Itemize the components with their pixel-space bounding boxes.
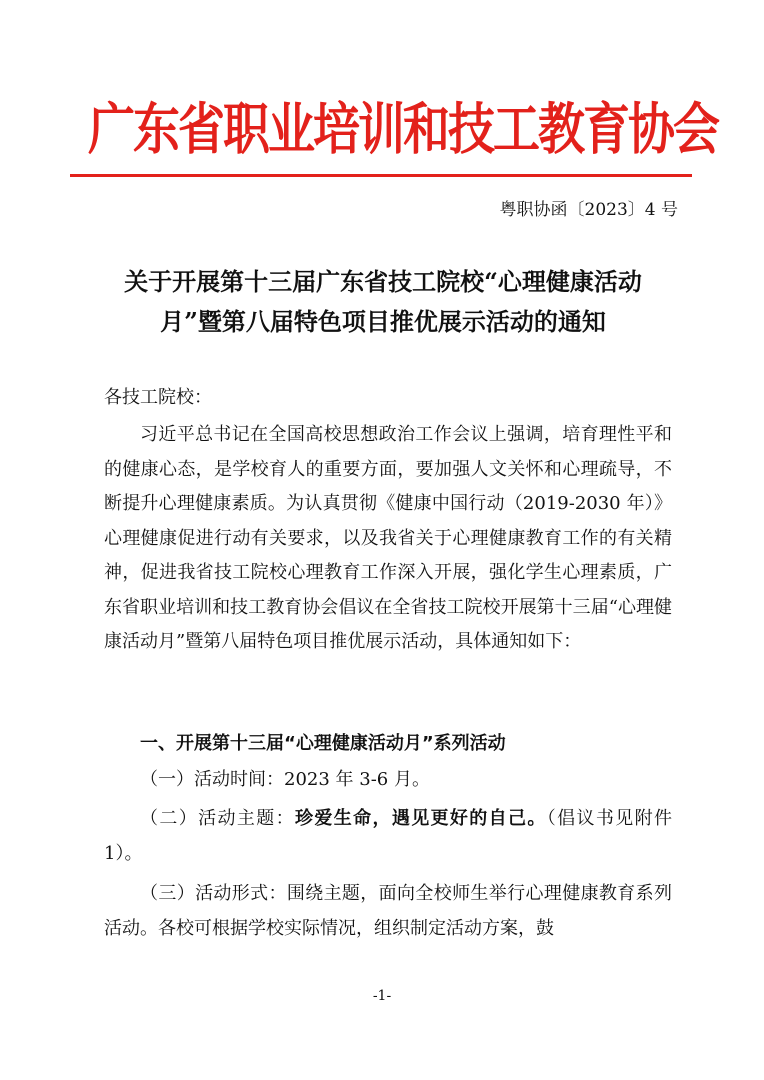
letterhead-divider [70, 174, 692, 177]
activity-theme-slogan: 珍爱生命，遇见更好的自己。 [294, 808, 547, 829]
page-number: -1- [372, 988, 392, 1004]
intro-paragraph: 习近平总书记在全国高校思想政治工作会议上强调，培育理性平和的健康心态，是学校育人的重要方面，要加强人文关怀和心理疏导，不断提升心理健康素质。为认真贯彻《健康中国行动（2019-2030 年）》心理健康促进行动有关要求，以及我省关于心理健康教育工作的有关精神，促进我省技工院校心理教育工作深入开展，强化学生心理素质，广东省职业培训和技工教育协会倡议在全省技工院校开展第十三届“心理健康活动月”暨第八届特色项目推优展示活动，具体通知如下： [104, 424, 672, 652]
document-title-line-2: 月”暨第八届特色项目推优展示活动的通知 [160, 307, 606, 336]
document-title [95, 262, 671, 342]
document-title-line-1: 关于开展第十三届广东省技工院校“心理健康活动 [124, 267, 642, 296]
item-activity-theme-label: （二）活动主题： [140, 808, 295, 829]
letterhead-organization: 广东省职业培训和技工教育协会 [88, 97, 718, 163]
salutation: 各技工院校： [104, 387, 212, 408]
item-activity-theme-note: （倡议书见附件 1）。 [104, 808, 673, 864]
item-activity-theme [104, 802, 672, 871]
item-activity-time: （一）活动时间：2023 年 3-6 月。 [140, 769, 430, 790]
item-activity-format: （三）活动形式：围绕主题，面向全校师生举行心理健康教育系列活动。各校可根据学校实际情况，组织制定活动方案，鼓 [104, 883, 672, 939]
section-1-heading: 一、开展第十三届“心理健康活动月”系列活动 [140, 733, 506, 754]
document-number: 粤职协函〔2023〕4 号 [499, 200, 678, 220]
